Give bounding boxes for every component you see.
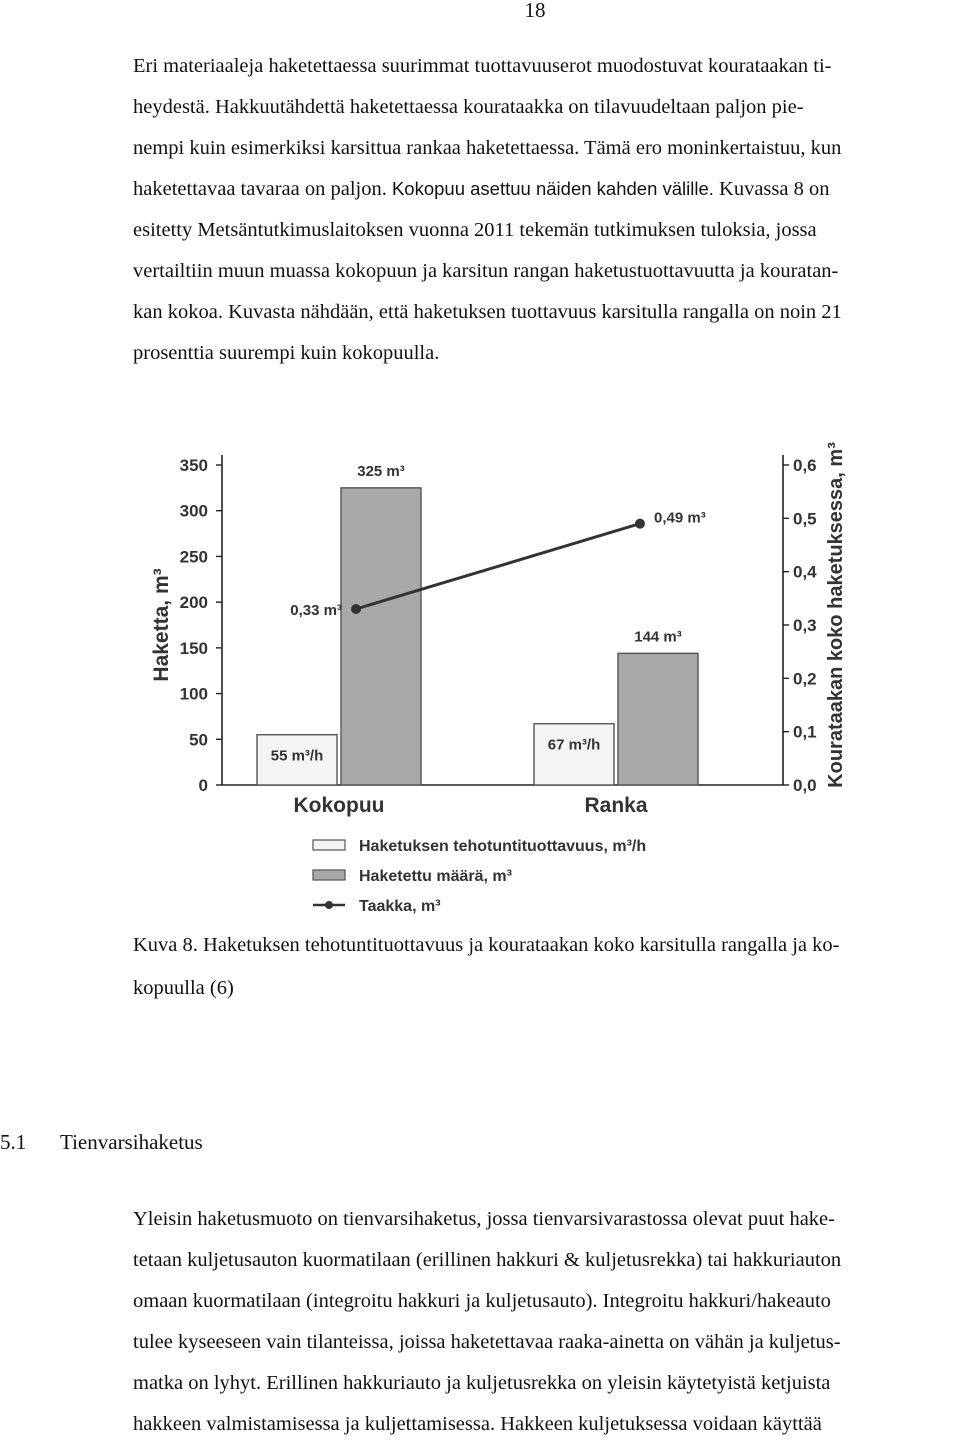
paragraph-line: heydestä. Hakkuutähdettä haketettaessa kourataakka on tilavuudeltaan paljon pie- — [133, 96, 804, 118]
line-point — [351, 604, 361, 614]
paragraph-line: vertailtiin muun muassa kokopuun ja karsitun rangan haketustuottavuutta ja kouratan- — [133, 260, 839, 282]
category-label: Kokopuu — [293, 794, 385, 817]
y-axis-right — [783, 442, 847, 795]
category-label: Ranka — [584, 794, 648, 817]
bar-label: 67 m³/h — [547, 736, 601, 754]
bar-label: 144 m³ — [634, 628, 682, 646]
legend-swatch-dot — [325, 901, 333, 909]
y2-tick-label: 0,2 — [793, 669, 817, 689]
legend-label: Haketuksen tehotuntituottavuus, m³/h — [359, 838, 647, 855]
bar-amount — [341, 488, 421, 785]
paragraph-line: tetaan kuljetusauton kuormatilaan (erillinen hakkuri & kuljetusrekka) tai hakkuriauton — [133, 1249, 842, 1271]
y-tick-label: 50 — [189, 730, 208, 750]
y-tick-label: 350 — [179, 456, 208, 475]
y-tick-label: 150 — [179, 638, 208, 658]
y2-tick-label: 0,1 — [793, 722, 817, 742]
y-tick-label: 200 — [179, 593, 208, 613]
y2-tick-label: 0,4 — [793, 562, 817, 582]
paragraph-line: Yleisin haketusmuoto on tienvarsihaketus, jossa tienvarsivarastossa olevat puut hake- — [133, 1208, 835, 1230]
bar-group — [257, 463, 698, 785]
y-axis-title: Haketta, m³ — [150, 568, 173, 682]
y2-tick-label: 0,3 — [793, 616, 817, 635]
point-label: 0,33 m³ — [290, 602, 342, 619]
legend-label: Haketettu määrä, m³ — [359, 868, 512, 885]
legend-label: Taakka, m³ — [359, 898, 441, 915]
bar-productivity — [534, 724, 614, 785]
paragraph-line: esitetty Metsäntutkimuslaitoksen vuonna 2011 tekemän tutkimuksen tuloksia, jossa — [133, 219, 817, 241]
paragraph-sans-text: Kokopuu asettuu näiden kahden välille. — [391, 178, 714, 199]
y2-axis-title: Kourataakan koko haketuksessa, m³ — [825, 442, 847, 788]
category-labels — [294, 794, 648, 817]
paragraph-text: haketettavaa tavaraa on paljon. — [133, 178, 392, 200]
paragraph-line: kan kokoa. Kuvasta nähdään, että haketuksen tuottavuus karsitulla rangalla on noin 21 — [133, 301, 842, 323]
section-title: Tienvarsihaketus — [60, 1130, 203, 1154]
paragraph-line: hakkeen valmistamisessa ja kuljettamisessa. Hakkeen kuljetuksessa voidaan käyttää — [133, 1413, 822, 1435]
y-tick-label: 0 — [198, 776, 208, 795]
section-heading — [0, 1130, 400, 1160]
y-tick-label: 250 — [179, 547, 208, 567]
y2-tick-label: 0,5 — [793, 509, 817, 529]
caption-line: Kuva 8. Haketuksen tehotuntituottavuus ja kourataakan koko karsitulla rangalla ja ko- — [133, 934, 840, 956]
paragraph-line: omaan kuormatilaan (integroitu hakkuri ja kuljetusauto). Integroitu hakkuri/hakeauto — [133, 1290, 831, 1312]
chart-legend — [313, 838, 646, 915]
y-tick-label: 300 — [179, 501, 208, 521]
y2-tick-label: 0,0 — [793, 776, 817, 795]
line-point — [635, 519, 645, 529]
paragraph-line: Eri materiaaleja haketettaessa suurimmat tuottavuuserot muodostuvat kourataakan ti- — [133, 55, 832, 77]
y-tick-label: 100 — [179, 684, 208, 704]
bar-amount — [618, 653, 698, 785]
paragraph-line: prosenttia suurempi kuin kokopuulla. — [133, 342, 440, 364]
bar-label: 325 m³ — [357, 462, 405, 480]
paragraph-line: nempi kuin esimerkiksi karsittua rankaa haketettaessa. Tämä ero moninkertaistuu, kun — [133, 137, 842, 159]
legend-swatch-amount — [313, 870, 345, 880]
page-number: 18 — [524, 0, 546, 22]
paragraph-line: tulee kyseeseen vain tilanteissa, joissa haketettavaa raaka-ainetta on vähän ja kuljetus- — [133, 1331, 841, 1353]
y2-tick-label: 0,6 — [793, 456, 817, 475]
paragraph-text: Kuvassa 8 on — [713, 178, 830, 200]
legend-swatch-productivity — [313, 840, 345, 850]
bar-label: 55 m³/h — [270, 747, 324, 765]
paragraph-line: matka on lyhyt. Erillinen hakkuriauto ja kuljetusrekka on yleisin käytetyistä ketjuista — [133, 1372, 831, 1394]
section-number: 5.1 — [0, 1130, 27, 1154]
point-label: 0,49 m³ — [654, 509, 706, 527]
caption-line: kopuulla (6) — [133, 977, 234, 999]
